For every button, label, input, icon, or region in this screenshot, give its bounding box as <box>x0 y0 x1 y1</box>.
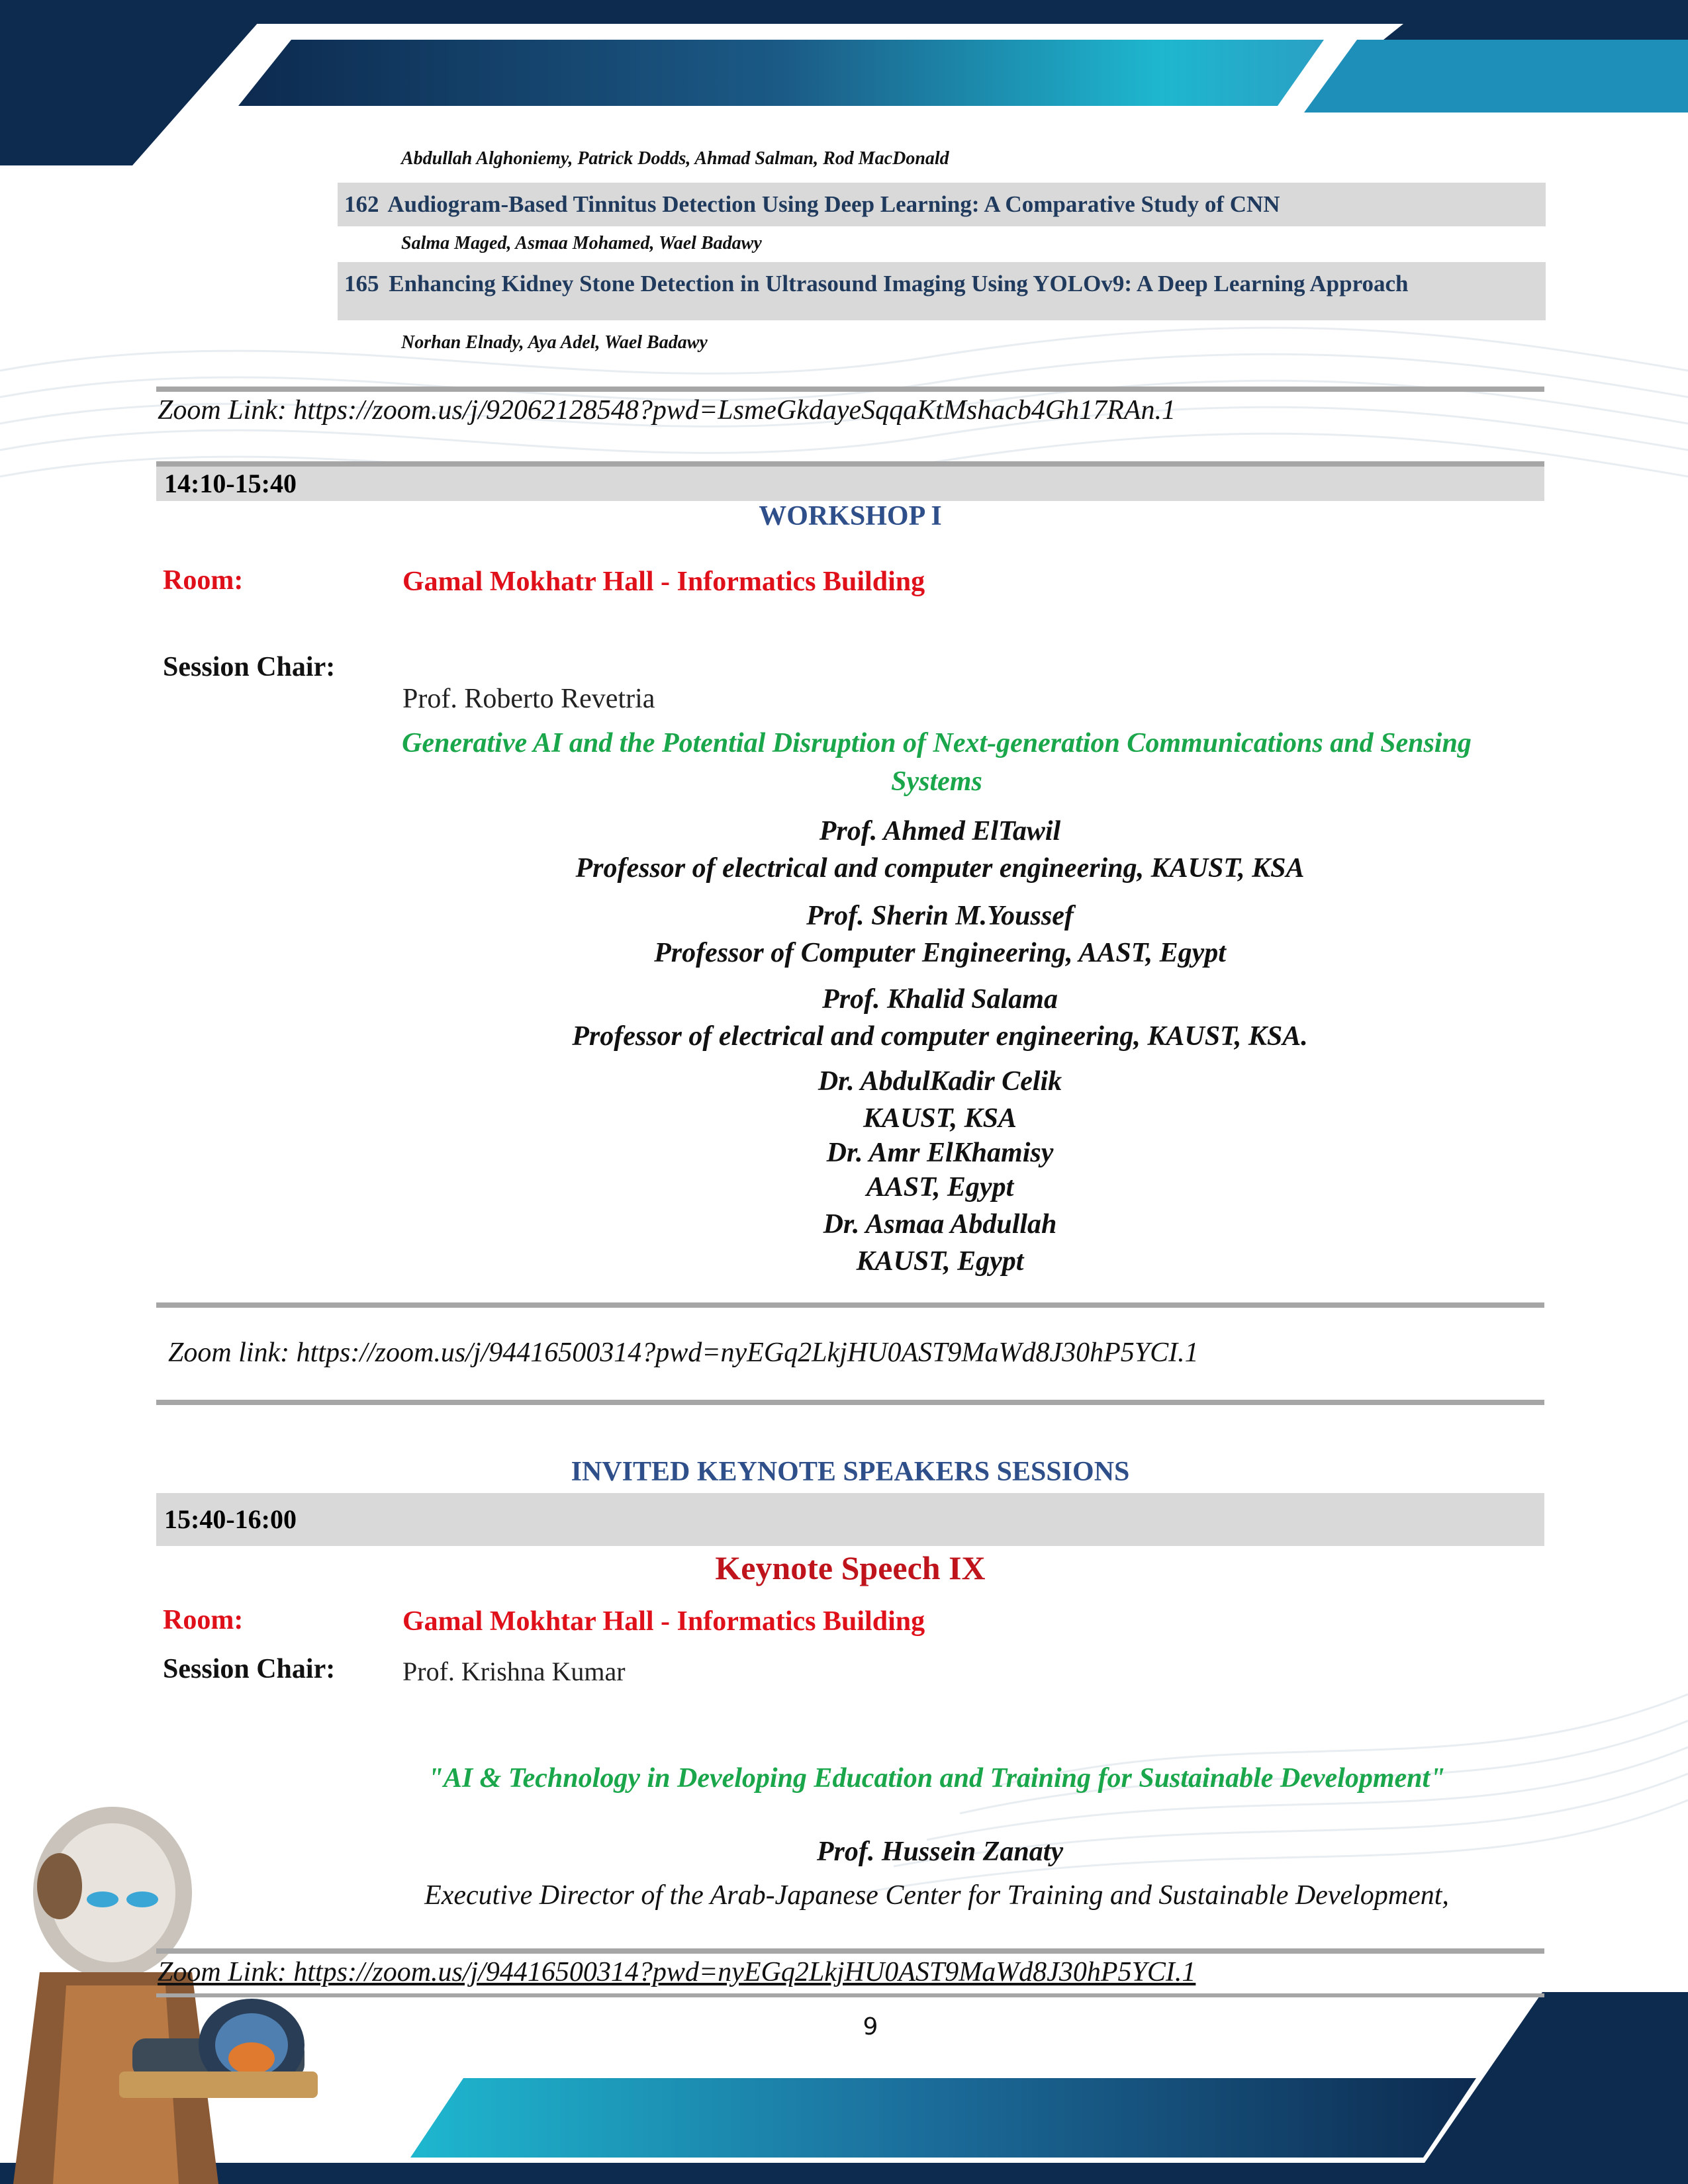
speaker-name: Dr. Amr ElKhamisy <box>826 1138 1054 1168</box>
workshop-title: WORKSHOP I <box>759 501 942 531</box>
keynote-topic: "AI & Technology in Developing Education and Training for Sustainable Development" <box>428 1763 1446 1794</box>
keynote-section-title: INVITED KEYNOTE SPEAKERS SESSIONS <box>571 1457 1130 1487</box>
keynote-speaker-affiliation: Executive Director of the Arab-Japanese Center for Training and Sustainable Development, <box>424 1880 1449 1911</box>
robot-illustration <box>0 1800 318 2184</box>
zoom-link[interactable]: Zoom Link: https://zoom.us/j/94416500314?pwd=nyEGq2LkjHU0AST9MaWd8J30hP5YCI.1 <box>158 1957 1196 1987</box>
speaker-name: Dr. Asmaa Abdullah <box>823 1209 1057 1240</box>
workshop-topic-line2: Systems <box>891 766 982 797</box>
room-name: Gamal Mokhatr Hall - Informatics Building <box>402 567 925 597</box>
speaker-affiliation: KAUST, Egypt <box>856 1246 1024 1277</box>
room-label: Room: <box>163 565 244 596</box>
paper-authors: Abdullah Alghoniemy, Patrick Dodds, Ahmad Salman, Rod MacDonald <box>401 148 949 169</box>
session-time-bar: 14:10-15:40 <box>156 467 1544 501</box>
room-label: Room: <box>163 1605 244 1635</box>
speaker-affiliation: Professor of electrical and computer engineering, KAUST, KSA <box>575 853 1305 884</box>
session-chair-label: Session Chair: <box>163 652 336 682</box>
session-chair-name: Prof. Krishna Kumar <box>402 1657 626 1686</box>
paper-list <box>338 146 1546 356</box>
zoom-link[interactable]: Zoom Link: https://zoom.us/j/92062128548?pwd=LsmeGkdayeSqqaKtMshacb4Gh17RAn.1 <box>158 395 1176 426</box>
divider <box>156 1302 1544 1308</box>
page-number: 9 <box>863 2013 878 2040</box>
speaker-affiliation: Professor of Computer Engineering, AAST, Egypt <box>654 938 1226 968</box>
speaker-name: Dr. AbdulKadir Celik <box>818 1066 1062 1097</box>
keynote-title: Keynote Speech IX <box>715 1549 986 1586</box>
speaker-name: Prof. Sherin M.Youssef <box>806 901 1074 931</box>
speaker-affiliation: Professor of electrical and computer engineering, KAUST, KSA. <box>572 1021 1308 1052</box>
session-chair-name: Prof. Roberto Revetria <box>402 684 655 714</box>
divider <box>156 1948 1544 1954</box>
paper-authors: Salma Maged, Asmaa Mohamed, Wael Badawy <box>401 233 762 253</box>
divider <box>156 461 1544 467</box>
workshop-topic-line1: Generative AI and the Potential Disruption of Next-generation Communications and Sensing <box>402 728 1472 758</box>
session-chair-label: Session Chair: <box>163 1654 336 1684</box>
speaker-affiliation: KAUST, KSA <box>863 1103 1017 1134</box>
paper-row <box>338 262 1546 320</box>
paper-title: Audiogram-Based Tinnitus Detection Using Deep Learning: A Comparative Study of CNN <box>387 191 1280 217</box>
room-name: Gamal Mokhtar Hall - Informatics Building <box>402 1606 925 1637</box>
keynote-speaker-name: Prof. Hussein Zanaty <box>816 1837 1064 1867</box>
paper-number: 162 <box>344 191 379 217</box>
speaker-name: Prof. Ahmed ElTawil <box>819 816 1061 846</box>
speaker-affiliation: AAST, Egypt <box>866 1172 1014 1203</box>
paper-title: Enhancing Kidney Stone Detection in Ultrasound Imaging Using YOLOv9: A Deep Learning Approach <box>389 271 1409 296</box>
paper-number: 165 <box>344 271 379 296</box>
paper-row <box>338 183 1546 226</box>
divider <box>156 1400 1544 1405</box>
zoom-link[interactable]: Zoom link: https://zoom.us/j/94416500314?pwd=nyEGq2LkjHU0AST9MaWd8J30hP5YCI.1 <box>168 1338 1199 1368</box>
speaker-name: Prof. Khalid Salama <box>822 984 1058 1015</box>
paper-authors: Norhan Elnady, Aya Adel, Wael Badawy <box>401 332 708 353</box>
divider <box>156 1993 1544 1997</box>
divider <box>156 387 1544 392</box>
session-time-bar: 15:40-16:00 <box>156 1493 1544 1546</box>
